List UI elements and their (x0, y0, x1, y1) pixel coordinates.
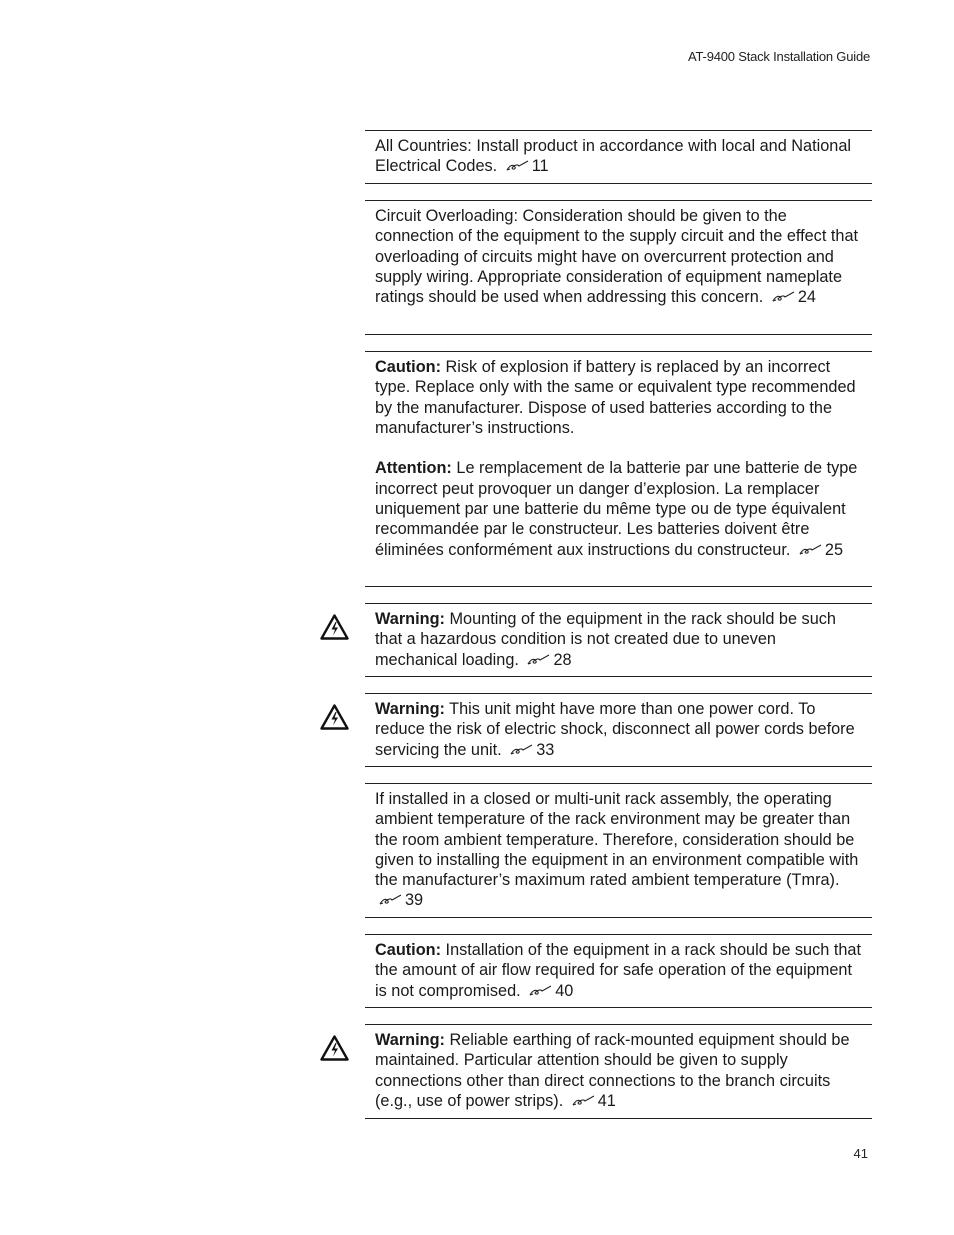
notice-text: Risk of explosion if battery is replaced by an incorrect type. Replace only with the same or equivalent type recommended by the manufacturer. Dispose of used batteries according to the manufacturer’s instructions. (375, 358, 856, 437)
reference-number: 40 (555, 981, 574, 1000)
pen-icon (529, 985, 553, 997)
notice-text: Circuit Overloading: Consideration should be given to the connection of the equipment to the supply circuit and the effect that overloading of circuits might have on overcurrent protection and supply wiring. Appropriate consideration of equipment nameplate ratings should be used when addressing this concern. (375, 207, 859, 307)
reference (568, 1092, 616, 1110)
pen-icon (506, 160, 530, 172)
reference (375, 891, 423, 909)
reference-number: 25 (824, 540, 844, 559)
pen-icon (379, 894, 403, 906)
reference-number: 28 (553, 650, 572, 669)
reference-number: 33 (536, 740, 555, 759)
notice-paragraph (375, 940, 862, 1001)
notice-paragraph (375, 206, 862, 307)
notice-paragraph (375, 609, 862, 670)
pen-icon (572, 1095, 596, 1107)
reference (525, 982, 573, 1000)
reference (768, 288, 816, 306)
notice-paragraph (375, 136, 862, 177)
notice-earthing-warning (365, 1024, 872, 1119)
notice-battery-caution (365, 351, 872, 587)
notice-circuit-overloading (365, 200, 872, 335)
notice-label: Warning: (375, 1031, 445, 1049)
reference (795, 541, 843, 559)
notice-label: Attention: (375, 459, 452, 478)
notice-paragraph (375, 458, 862, 559)
notice-national-codes (365, 130, 872, 184)
reference-number: 11 (531, 157, 549, 176)
electrical-hazard-warning-icon (320, 614, 349, 640)
notice-text: Mounting of the equipment in the rack should be such that a hazardous condition is not created due to uneven mechanical loading. (375, 610, 836, 669)
reference (523, 651, 571, 669)
notice-power-cord-warning (365, 693, 872, 767)
notice-rack-loading-warning (365, 603, 872, 677)
notice-text: Reliable earthing of rack-mounted equipment should be maintained. Particular attention should be given to supply connections other than direct connections to the branch circuits (e.g., use of power strips). (375, 1031, 850, 1110)
pen-icon (799, 544, 823, 556)
notice-label: Caution: (375, 358, 442, 376)
notice-label: Warning: (375, 610, 445, 628)
notice-text: All Countries: Install product in accordance with local and National Electrical Codes. (375, 137, 852, 176)
reference (502, 157, 549, 175)
notice-text: This unit might have more than one power cord. To reduce the risk of electric shock, disconnect all power cords before servicing the unit. (375, 700, 855, 759)
notice-paragraph (375, 357, 862, 438)
notice-paragraph (375, 789, 862, 911)
notice-air-flow-caution (365, 934, 872, 1008)
notice-paragraph (375, 699, 862, 760)
notice-label: Warning: (375, 700, 445, 718)
notice-text: Le remplacement de la batterie par une batterie de type incorrect peut provoquer un danger d’explosion. La remplacer uniquement par une batterie du même type ou de type équivalent recommandée par le constructeur. Les batteries doivent être éliminées conformément aux instructions du constructeur. (375, 459, 858, 559)
pen-icon (772, 291, 796, 303)
notice-label: Caution: (375, 941, 442, 959)
running-header: AT-9400 Stack Installation Guide (688, 49, 870, 64)
reference-number: 24 (797, 288, 816, 307)
notice-ambient-temperature (365, 783, 872, 918)
reference (506, 741, 554, 759)
notice-paragraph (375, 1030, 862, 1111)
pen-icon (527, 654, 551, 666)
reference-number: 39 (405, 891, 424, 910)
notice-text: Installation of the equipment in a rack should be such that the amount of air flow required for safe operation of the equipment is not compromised. (375, 941, 861, 1000)
reference-number: 41 (597, 1091, 616, 1110)
electrical-hazard-warning-icon (320, 1035, 349, 1061)
notice-text: If installed in a closed or multi-unit rack assembly, the operating ambient temperature of the rack environment may be greater than the room ambient temperature. Therefore, consideration should be given to installing the equipment in an environment compatible with the manufacturer’s maximum rated ambient temperature (Tmra). (375, 790, 859, 890)
pen-icon (510, 744, 534, 756)
electrical-hazard-warning-icon (320, 704, 349, 730)
page-number: 41 (853, 1146, 868, 1161)
